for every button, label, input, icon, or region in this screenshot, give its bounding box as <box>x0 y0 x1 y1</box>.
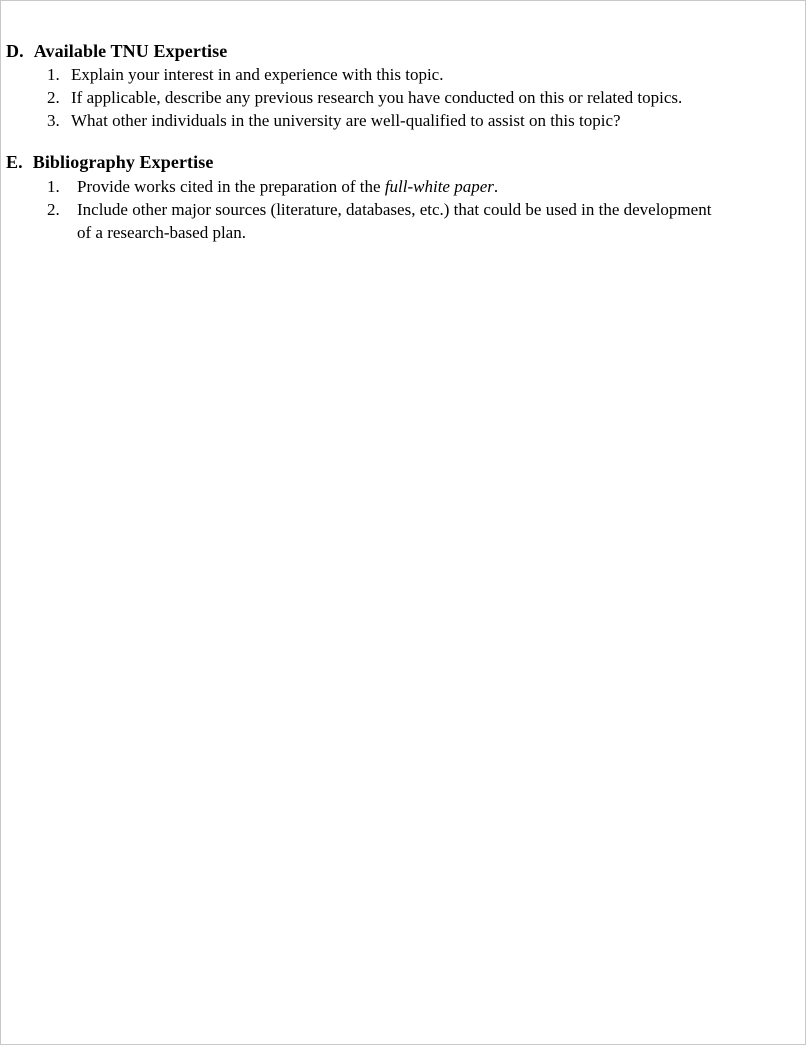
list-item-number: 1. <box>47 177 60 196</box>
section-title: Available TNU Expertise <box>33 41 228 61</box>
list-item-text: Include other major sources (literature, databases, etc.) that could be used in the development <box>77 200 712 219</box>
section-e-heading <box>6 152 213 173</box>
list-item-number: 2. <box>47 200 60 219</box>
list-item-text: Explain your interest in and experience with this topic. <box>71 65 444 84</box>
list-item-number: 2. <box>47 88 60 107</box>
section-letter: E. <box>6 152 23 172</box>
section-title: Bibliography Expertise <box>32 152 214 172</box>
list-item-number: 3. <box>47 111 60 130</box>
section-letter: D. <box>6 41 24 61</box>
list-item-number: 1. <box>47 65 60 84</box>
list-item-text: If applicable, describe any previous research you have conducted on this or related topics. <box>71 88 683 107</box>
list-item-text: What other individuals in the university are well-qualified to assist on this topic? <box>71 111 621 130</box>
section-d-heading <box>6 41 227 62</box>
list-item-text-end: . <box>493 177 499 196</box>
list-item-text <box>77 175 498 198</box>
list-item-text-main: Provide works cited in the preparation of the <box>77 177 385 196</box>
list-item-text-italic: full-white paper <box>384 177 494 196</box>
list-item-text-continuation: of a research-based plan. <box>77 223 246 242</box>
